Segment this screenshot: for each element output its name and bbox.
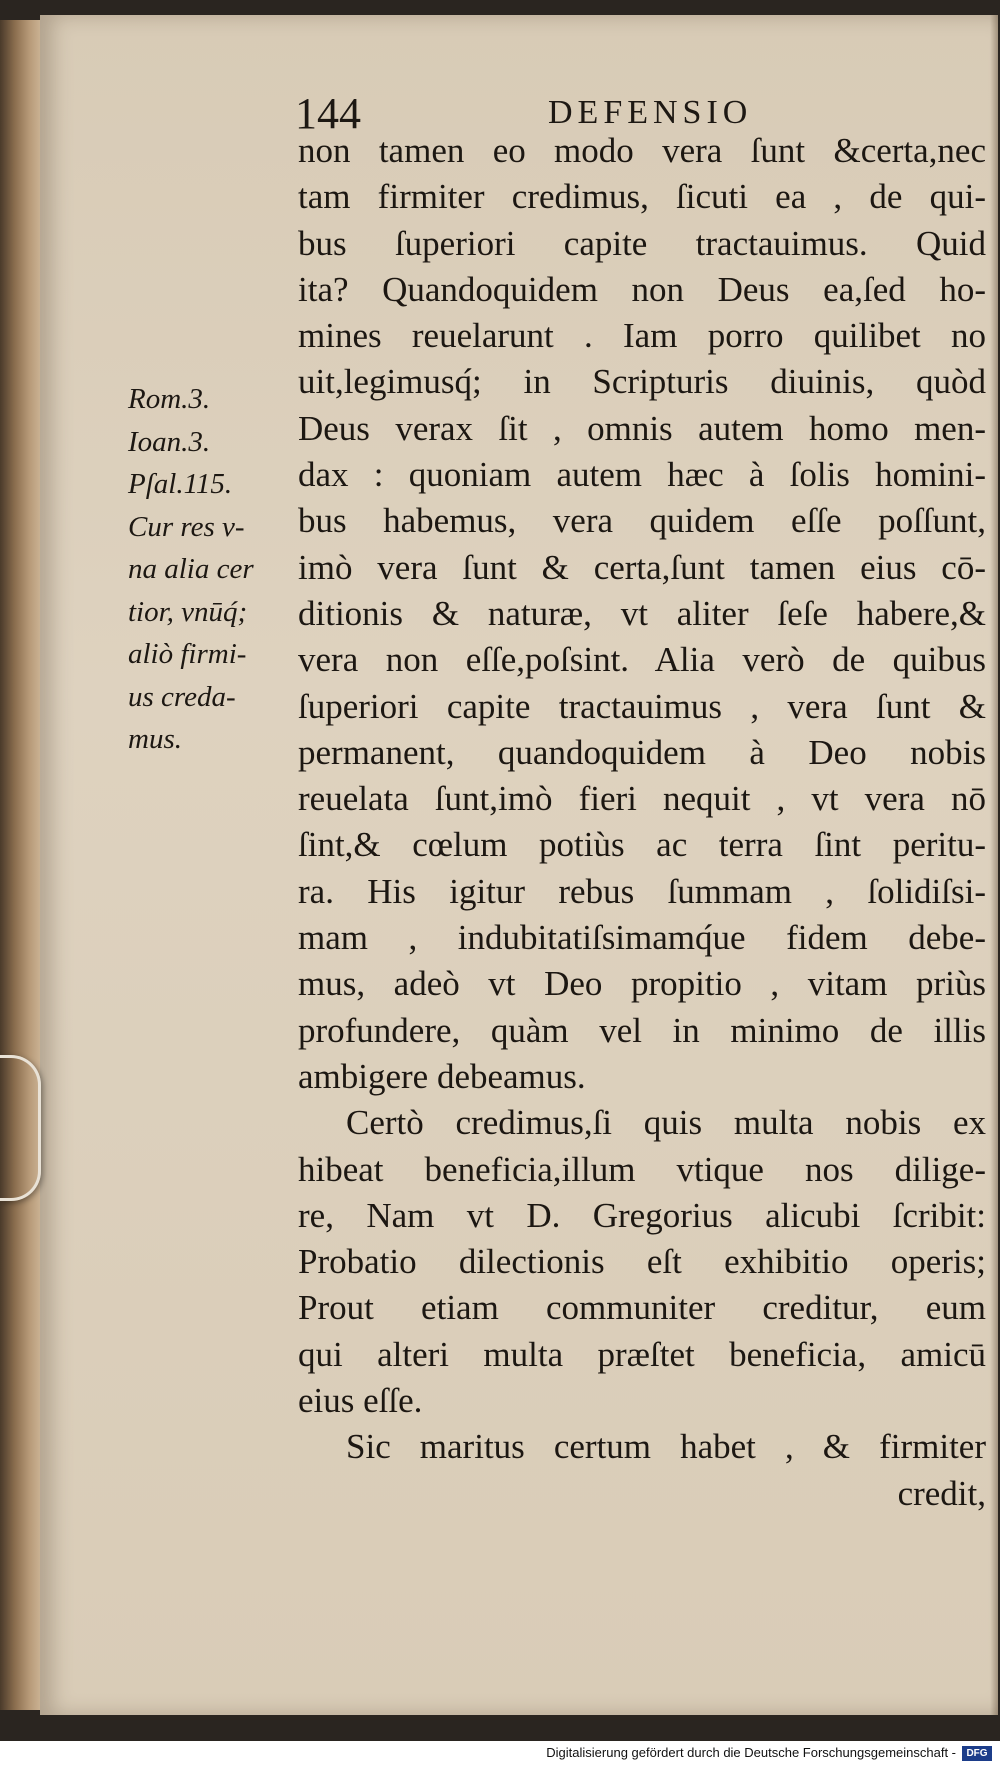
text-line: profundere, quàm vel in minimo de illis: [298, 1010, 986, 1050]
text-line: ita? Quandoquidem non Deus ea,ſed ho-: [298, 269, 986, 309]
page-edge-shadow: [990, 15, 998, 1715]
digitization-credit: Digitalisierung gefördert durch die Deutsche Forschungsgemeinschaft -: [546, 1745, 956, 1760]
page-clip: [0, 1055, 41, 1201]
footer-bar: [0, 1741, 1000, 1767]
margin-note-line: na alia cer: [128, 553, 254, 585]
margin-notes: [128, 378, 298, 761]
text-line: dax : quoniam autem hæc à ſolis homini-: [298, 455, 986, 495]
text-line: ſint,& cœlum potiùs ac terra ſint peritu-: [298, 825, 986, 865]
margin-note-line: tior, vnūq́;: [128, 595, 248, 628]
text-line: ra. His igitur rebus ſummam , ſolidiſsi-: [298, 871, 986, 911]
text-line: bus habemus, vera quidem eſſe poſſunt,: [298, 501, 986, 541]
text-line: reuelata ſunt,imò fieri nequit , vt vera nō: [298, 779, 986, 819]
text-line: mam , indubitatiſsimamq́ue fidem debe-: [298, 918, 986, 958]
text-line: Deus verax ſit , omnis autem homo men-: [298, 408, 986, 448]
text-line: ſuperiori capite tractauimus , vera ſunt &: [298, 686, 986, 726]
margin-note-line: us creda-: [128, 680, 236, 713]
page-number: 144: [295, 89, 361, 138]
text-line: Sic maritus certum habet , & firmiter: [346, 1427, 986, 1467]
book-edge: [0, 20, 42, 1710]
text-line: Prout etiam communiter creditur, eum: [298, 1288, 986, 1328]
margin-note-line: Rom.3.: [128, 383, 211, 415]
text-line: uit,legimusq́; in Scripturis diuinis, quòd: [298, 362, 986, 402]
catchword: credit,: [897, 1473, 986, 1513]
text-line: eius eſſe.: [298, 1381, 423, 1421]
text-line: ambigere debeamus.: [298, 1056, 586, 1096]
margin-note-line: Ioan.3.: [128, 425, 211, 458]
text-line: qui alteri multa præſtet beneficia, amicū: [298, 1334, 986, 1374]
text-line: bus ſuperiori capite tractauimus. Quid: [298, 223, 986, 263]
text-line: vera non eſſe,poſsint. Alia verò de quibus: [298, 640, 986, 680]
text-line: mines reuelarunt . Iam porro quilibet no: [298, 316, 986, 356]
text-line: ditionis & naturæ, vt aliter ſeſe habere,&: [298, 593, 986, 633]
text-line: imò vera ſunt & certa,ſunt tamen eius cō-: [298, 547, 986, 587]
margin-note-line: mus.: [128, 723, 182, 755]
text-line: tam firmiter credimus, ſicuti ea , de qui-: [298, 177, 986, 217]
text-line: re, Nam vt D. Gregorius alicubi ſcribit:: [298, 1195, 986, 1235]
margin-note-line: aliò firmi-: [128, 638, 247, 670]
text-line: Probatio dilectionis eſt exhibitio operis;: [298, 1242, 986, 1282]
text-line: mus, adeò vt Deo propitio , vitam priùs: [298, 964, 986, 1004]
dfg-logo: DFG: [962, 1746, 992, 1761]
text-line: hibeat beneficia,illum vtique nos dilige-: [298, 1149, 986, 1189]
margin-note-line: Pſal.115.: [128, 468, 233, 500]
margin-note-line: Cur res v-: [128, 510, 245, 543]
text-line: Certò credimus,ſi quis multa nobis ex: [346, 1103, 986, 1143]
text-line: permanent, quandoquidem à Deo nobis: [298, 732, 986, 772]
body-text: [298, 128, 986, 1517]
running-title: DEFENSIO: [548, 94, 753, 131]
text-line: non tamen eo modo vera ſunt &certa,nec: [298, 131, 986, 170]
